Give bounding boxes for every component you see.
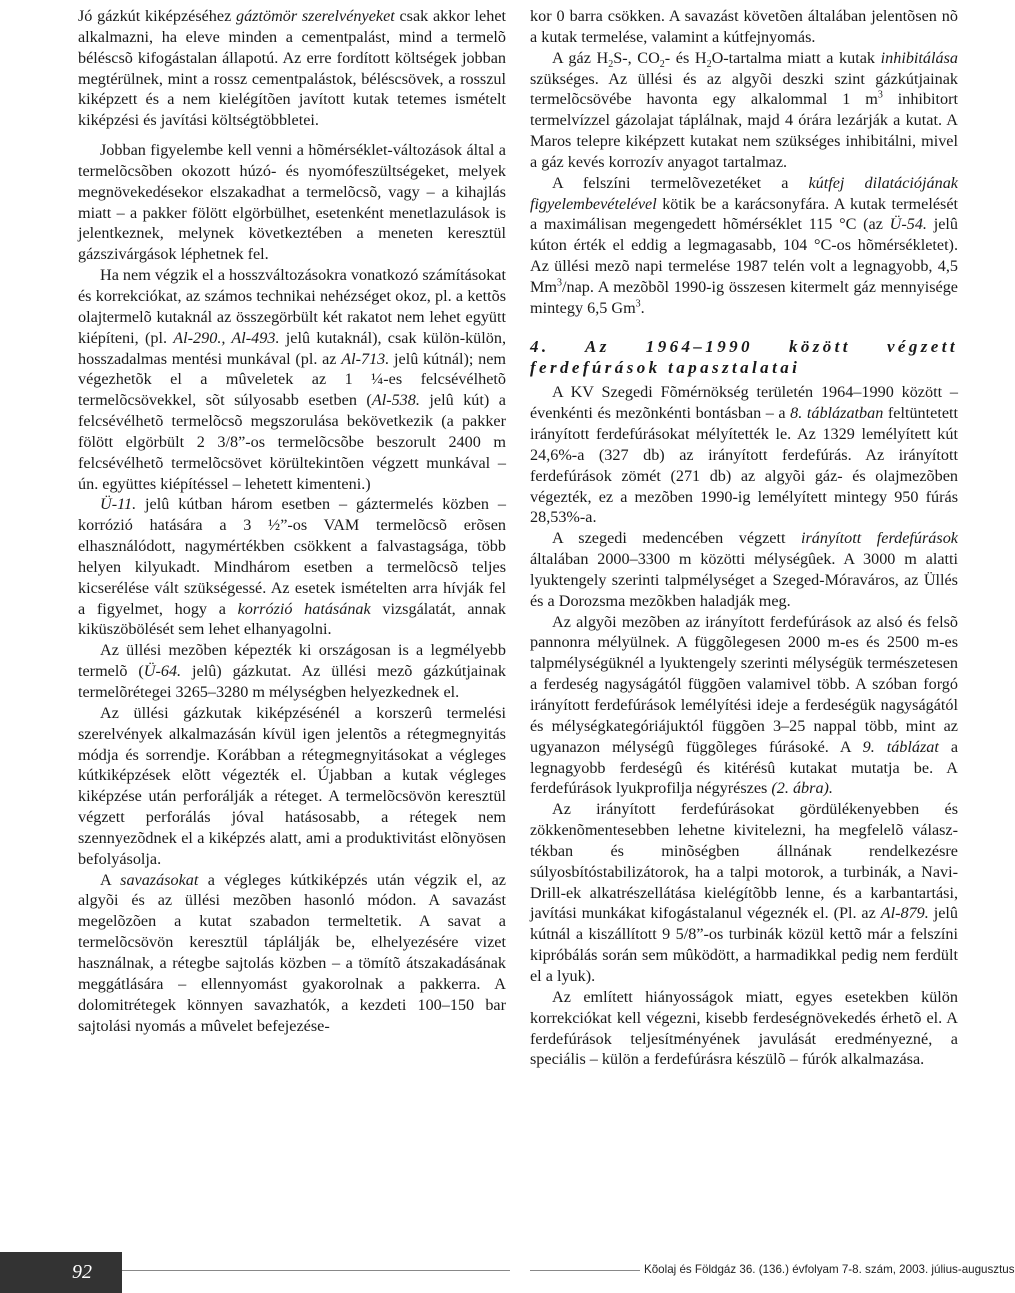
- paragraph: Ü-11. jelû kútban három esetben – gáztermelés közben – korrózió hatására a 3 ½”-os VAM termelõcsõ erõsen elhasználódott, nagymértékben csökkent a falvastagsága, több helyen kilyukadt. Mindhárom esetben a termelõcsõ teljes kicserélése vált szükségessé. Az esetek ismételten arra hívják fel a figyelmet, hogy a korrózió hatásának vizsgálatát, annak kiküszöbölését sem lehet elhanyagolni.: [78, 495, 507, 639]
- left-column: [78, 6, 506, 1036]
- paragraph: A szegedi medencében végzett irányított ferdefúrások általában 2000–3300 m közötti mélységûek. A 3000 m alatti lyuktengely szerinti talpmélységet a Szeged-Móraváros, az Üllés és a Dorozsma mezõkben haladják meg.: [530, 529, 958, 610]
- paragraph: Jó gázkút kiképzéséhez gáztömör szerelvényeket csak akkor lehet alkalmazni, ha eleve minden a cementpalást, mind a termelõ béléscsõ kifogástalan állapotú. Az erre fordított költségek jobban megtérülnek, mint a rossz cementpalástok, béléscsövek, a rosszul kiképzett és a nem kielégítõen javított kutak tetemes ismételt kiképzési és javítási költségtöbbletei.: [78, 7, 506, 130]
- page-number-box: [0, 1252, 122, 1293]
- paragraph: A savazásokat a végleges kútkiképzés után végzik el, az algyõi és az üllési mezõben hasonló módon. A savazást megelõzõen a kutat szabadon termeltetik. A savat a termelõcsövön keresztül táplálják be, elhelyezésére vizet használnak, a rétegbe sajtolás közben – a tömítõ átszakadásának meggátlására – ellennyomást gyakorolnak a pakkerra. A dolomitrétegek könnyen savazhatók, a kezdeti 100–150 bar sajtolási nyomás a mûvelet befejezése-: [78, 870, 506, 1035]
- paragraph: Az üllési gázkutak kiképzésénél a korszerû termelési szerelvények alkalmazásán kívül igen jelentõs a rétegmegnyitás módja és sorrendje. Korábban a rétegmegnyitásokat a végleges kútkiképzések elõtt végezték el. Újabban a kutak végleges kiképzése után perforálják a réteget. A termelõcsövön keresztül végzett perforálás jóval hatásosabb, a rétegek nem szennyezõdnek el a kiképzés alatt, ami a produktivitást elõnyösen befolyásolja.: [78, 703, 506, 868]
- paragraph: Az irányított ferdefúrásokat gördülékenyebben és zökkenõmentesebben lehetne kivitelezni, ha megfelelõ választékban és minõségben állnának rendelkezésre súlyosbítóstabilizátorok, ha a talpi motorok, a turbinák, a Navi-Drill-ek alkatrészellátása kielégítõbb lenne, és a karbantartási, javítási munkákat kifogástalanul végeznék el. (Pl. az Al-879. jelû kútnál a kiszállított 9 5/8”-os turbinák közül kettõ már a felszíni kipróbálás során sem mûködött, a harmadikkal pedig nem ferdült el a lyuk).: [530, 800, 958, 985]
- paragraph: Az algyõi mezõben az irányított ferdefúrások az alsó és felsõ pannonra mélyülnek. A függõlegesen 2000 m-es és 2500 m-es talpmélységüknél a lyuktengely szerinti mélységük természetesen a ferdeség nagyságától függõen valamivel több. A szóban forgó irányított ferdefúrások lemélyítési ideje a ferdeségük nagyságától és mélységkategóriájuktól függõen 3–25 nappal több, mint az ugyanazon mélységû függõleges fúrásoké. A 9. táblázat a legnagyobb ferdeségû és kitérésû kutakat mutatja be. A ferdefúrások lyukprofilja négyrészes (2. ábra).: [530, 612, 959, 798]
- footer-rule: [122, 1270, 510, 1271]
- paragraph: Az üllési mezõben képezték ki országosan is a legmélyebb termelõ (Ü-64. jelû) gázkutat. Az üllési mezõ gázkútjainak termelõrétegei 3265–3280 m mélységben helyezkednek el.: [78, 641, 506, 701]
- paragraph: kor 0 barra csökken. A savazást követõen általában jelentõsen nõ a kutak termelése, valamint a kútfejnyomás.: [530, 7, 958, 46]
- paragraph: Ha nem végzik el a hosszváltozásokra vonatkozó számításokat és korrekciókat, az számos technikai nehézséget okoz, pl. a kettõs olajtermelõ kutaknál az összegörbült két rakatot nem lehet együtt kiépíteni, (pl. Al-290., Al-493. jelû kutaknál), csak külön-külön, hosszadalmas mentési munkával (pl. az Al-713. jelû kútnál); nem végezhetõk el a mûveletek az 1 ¼-es felcsévélhetõ termelõcsövekkel, sõt súlyosabb esetben (Al-538. jelû kút) a felcsévélhetõ termelõcsõ megszorulása bekövetkezik (a pakker fölött elgörbült 2 3/8”-os termelõcsõbe beszorult 2400 m felcsévélhetõ termelõcsövet körültekintõen végzett munkával – ún. együttes kiépítéssel – lehetett kimenteni.): [78, 266, 507, 493]
- paragraph: A gáz $H_2S-$, $CO_2-$ és $H_2O$-tartalma miatt a kutak inhibitálása szükséges. Az üllési és az algyõi deszki szint gázkútjainak termelõcsövébe havonta egy alkalommal 1 $m^3$ inhibitort termelvízzel gázolajat táplálnak, majd 4 órára lezárják a kutat. A Maros telepre kiképzett kutakat nem szükséges inhibitálni, mivel a gáz kevés korrozív anyagot tartalmaz.: [530, 48, 958, 171]
- journal-citation: Kõolaj és Földgáz 36. (136.) évfolyam 7-8. szám, 2003. július-augusztus: [644, 1263, 1015, 1276]
- paragraph: A KV Szegedi Fõmérnökség területén 1964–1990 között – évenkénti és mezõnkénti bontásban – a 8. táblázatban feltüntetett irányított ferdefúrásokat mélyítették le. Az 1329 lemélyített kút 24,6%-a (327 db) az irányított ferdefúrás. Az irányított ferdefúrások zömét (271 db) az algyõi gáz- és olajmezõben végezték, ez a mezõben 1990-ig lemélyített mintegy 950 fúrás 28,53%-a.: [530, 383, 958, 527]
- footer-rule: [530, 1270, 640, 1271]
- paragraph: Az említett hiányosságok miatt, egyes esetekben külön korrekciókat kell végezni, kisebb ferdeségnövekedés érhetõ el. A ferdefúrások teljesítményének javulását eredményezné, a speciális – külön a ferdefúrásra készülõ – fúrók alkalmazása.: [530, 987, 958, 1069]
- page-number: 92: [72, 1261, 92, 1283]
- paragraph: A felszíni termelõvezetéket a kútfej dilatációjának figyelembevételével kötik be a karácsonyfára. A kutak termelését a maximálisan megengedett hõmérséklet 115 °C (az Ü-54. jelû kúton érték el eddig a legmagasabb, 104 °C-os hõmérsékletet). Az üllési mezõ napi termelése 1987 telén volt a legnagyobb, 4,5 Mm$^3$/nap. A mezõbõl 1990-ig összesen kitermelt gáz mennyisége mintegy 6,5 Gm$^3$.: [530, 173, 958, 317]
- paragraph: Jobban figyelembe kell venni a hõmérséklet-változások által a termelõcsõben okozott húzó- és nyomófeszültségeket, melyek megnövekedésekor elszakadhat a termelõcsõ, vagy – a kihajlás miatt – a pakker fölött elgörbülhet, esetenként menetlazulások is jelentkeznek, melynek következtében a meneten keresztül gázszivárgások léphetnek fel.: [78, 141, 506, 264]
- right-column: [530, 6, 958, 1070]
- section-heading: 4. Az 1964–1990 között végzett ferdefúrások tapasztalatai: [530, 336, 958, 377]
